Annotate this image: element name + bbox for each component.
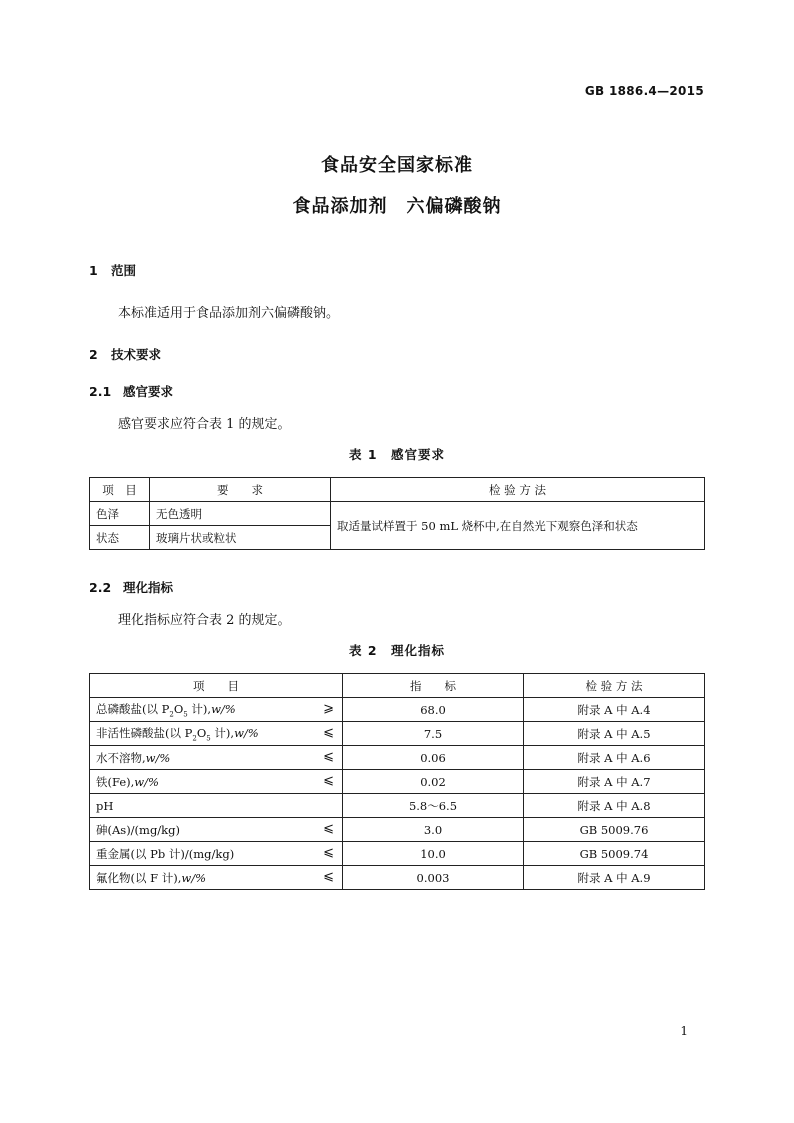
table-row [90, 770, 705, 794]
item-cell [90, 722, 343, 746]
value-cell: 0.06 [343, 746, 524, 770]
value-cell: 0.003 [343, 866, 524, 890]
section-title: 感官要求 [123, 384, 174, 399]
table-row [90, 746, 705, 770]
method-cell: GB 5009.76 [524, 818, 705, 842]
item-cell [90, 794, 343, 818]
document-title: 食品安全国家标准 [321, 155, 473, 176]
item-label-part: 计), [187, 701, 212, 716]
document-subtitle: 食品添加剂 六偏磷酸钠 [292, 196, 502, 217]
method-cell: 附录 A 中 A.6 [524, 746, 705, 770]
item-cell [90, 770, 343, 794]
comparison-operator: ⩾ [323, 701, 334, 716]
comparison-operator: ⩽ [323, 773, 334, 788]
table-row [90, 818, 705, 842]
section-number: 1 [89, 263, 98, 278]
section-1-text: 本标准适用于食品添加剂六偏磷酸钠。 [118, 306, 340, 321]
method-cell: 附录 A 中 A.9 [524, 866, 705, 890]
section-number: 2.1 [89, 384, 112, 399]
standard-code: GB 1886.4—2015 [584, 84, 704, 98]
table-row [90, 794, 705, 818]
section-number: 2 [89, 347, 98, 362]
item-cell [90, 842, 343, 866]
header-cell: 项 目 [90, 478, 150, 502]
requirement-cell: 无色透明 [150, 502, 331, 526]
method-cell: 取适量试样置于 50 mL 烧杯中,在自然光下观察色泽和状态 [331, 502, 705, 550]
section-number: 2.2 [89, 580, 112, 595]
value-cell: 0.02 [343, 770, 524, 794]
item-cell [90, 698, 343, 722]
comparison-operator: ⩽ [323, 749, 334, 764]
subscript: 2 [192, 734, 197, 743]
subscript: 2 [169, 710, 174, 719]
method-cell: GB 5009.74 [524, 842, 705, 866]
section-title: 理化指标 [123, 580, 174, 595]
item-label: 非活性磷酸盐(以 P [96, 725, 193, 740]
subscript: 5 [183, 710, 188, 719]
item-label: pH [96, 798, 114, 813]
item-label: 氟化物(以 F 计), [96, 870, 182, 885]
unit-label: w/% [211, 701, 236, 716]
section-2-1-heading [89, 382, 173, 400]
comparison-operator: ⩽ [323, 725, 334, 740]
method-cell: 附录 A 中 A.7 [524, 770, 705, 794]
header-cell: 检 验 方 法 [331, 478, 705, 502]
unit-label: w/% [234, 725, 259, 740]
method-cell: 附录 A 中 A.4 [524, 698, 705, 722]
unit-label: w/% [181, 870, 207, 885]
table-header-row [90, 478, 705, 502]
item-label: 铁(Fe), [96, 774, 135, 789]
table-row [90, 842, 705, 866]
section-2-1-text: 感官要求应符合表 1 的规定。 [118, 417, 291, 432]
table-header-row [90, 674, 705, 698]
comparison-operator: ⩽ [323, 845, 334, 860]
comparison-operator: ⩽ [323, 869, 334, 884]
item-cell: 色泽 [90, 502, 150, 526]
item-label: 重金属(以 Pb 计)/(mg/kg) [96, 846, 235, 861]
item-label-part: O [173, 701, 184, 716]
table-row [90, 502, 705, 526]
table-1-caption: 表 1 感官要求 [348, 447, 446, 462]
header-cell: 要 求 [150, 478, 331, 502]
requirement-cell: 玻璃片状或粒状 [150, 526, 331, 550]
table-2-caption: 表 2 理化指标 [348, 643, 446, 658]
item-cell [90, 746, 343, 770]
comparison-operator: ⩽ [323, 821, 334, 836]
value-cell: 3.0 [343, 818, 524, 842]
header-cell: 项 目 [90, 674, 343, 698]
section-2-heading [89, 345, 161, 363]
item-cell: 状态 [90, 526, 150, 550]
table-2 [89, 673, 705, 890]
method-cell: 附录 A 中 A.8 [524, 794, 705, 818]
subscript: 5 [206, 734, 211, 743]
table-row [90, 722, 705, 746]
header-cell: 检 验 方 法 [524, 674, 705, 698]
table-row [90, 866, 705, 890]
item-label-part: 计), [210, 725, 235, 740]
header-cell: 指 标 [343, 674, 524, 698]
item-label: 砷(As)/(mg/kg) [96, 822, 180, 837]
value-cell: 5.8～6.5 [343, 794, 524, 818]
unit-label: w/% [134, 774, 159, 789]
section-title: 技术要求 [111, 347, 162, 362]
section-2-2-text: 理化指标应符合表 2 的规定。 [118, 613, 291, 628]
value-cell: 68.0 [343, 698, 524, 722]
table-row [90, 698, 705, 722]
value-cell: 10.0 [343, 842, 524, 866]
item-cell [90, 866, 343, 890]
page-number: 1 [680, 1024, 688, 1038]
item-label: 总磷酸盐(以 P [96, 701, 170, 716]
item-label-part: O [196, 725, 207, 740]
unit-label: w/% [145, 750, 171, 765]
table-1 [89, 477, 705, 550]
section-2-2-heading [89, 578, 173, 596]
section-title: 范围 [111, 263, 137, 278]
value-cell: 7.5 [343, 722, 524, 746]
item-cell [90, 818, 343, 842]
item-label: 水不溶物, [96, 750, 146, 765]
section-1-heading [89, 261, 136, 279]
method-cell: 附录 A 中 A.5 [524, 722, 705, 746]
